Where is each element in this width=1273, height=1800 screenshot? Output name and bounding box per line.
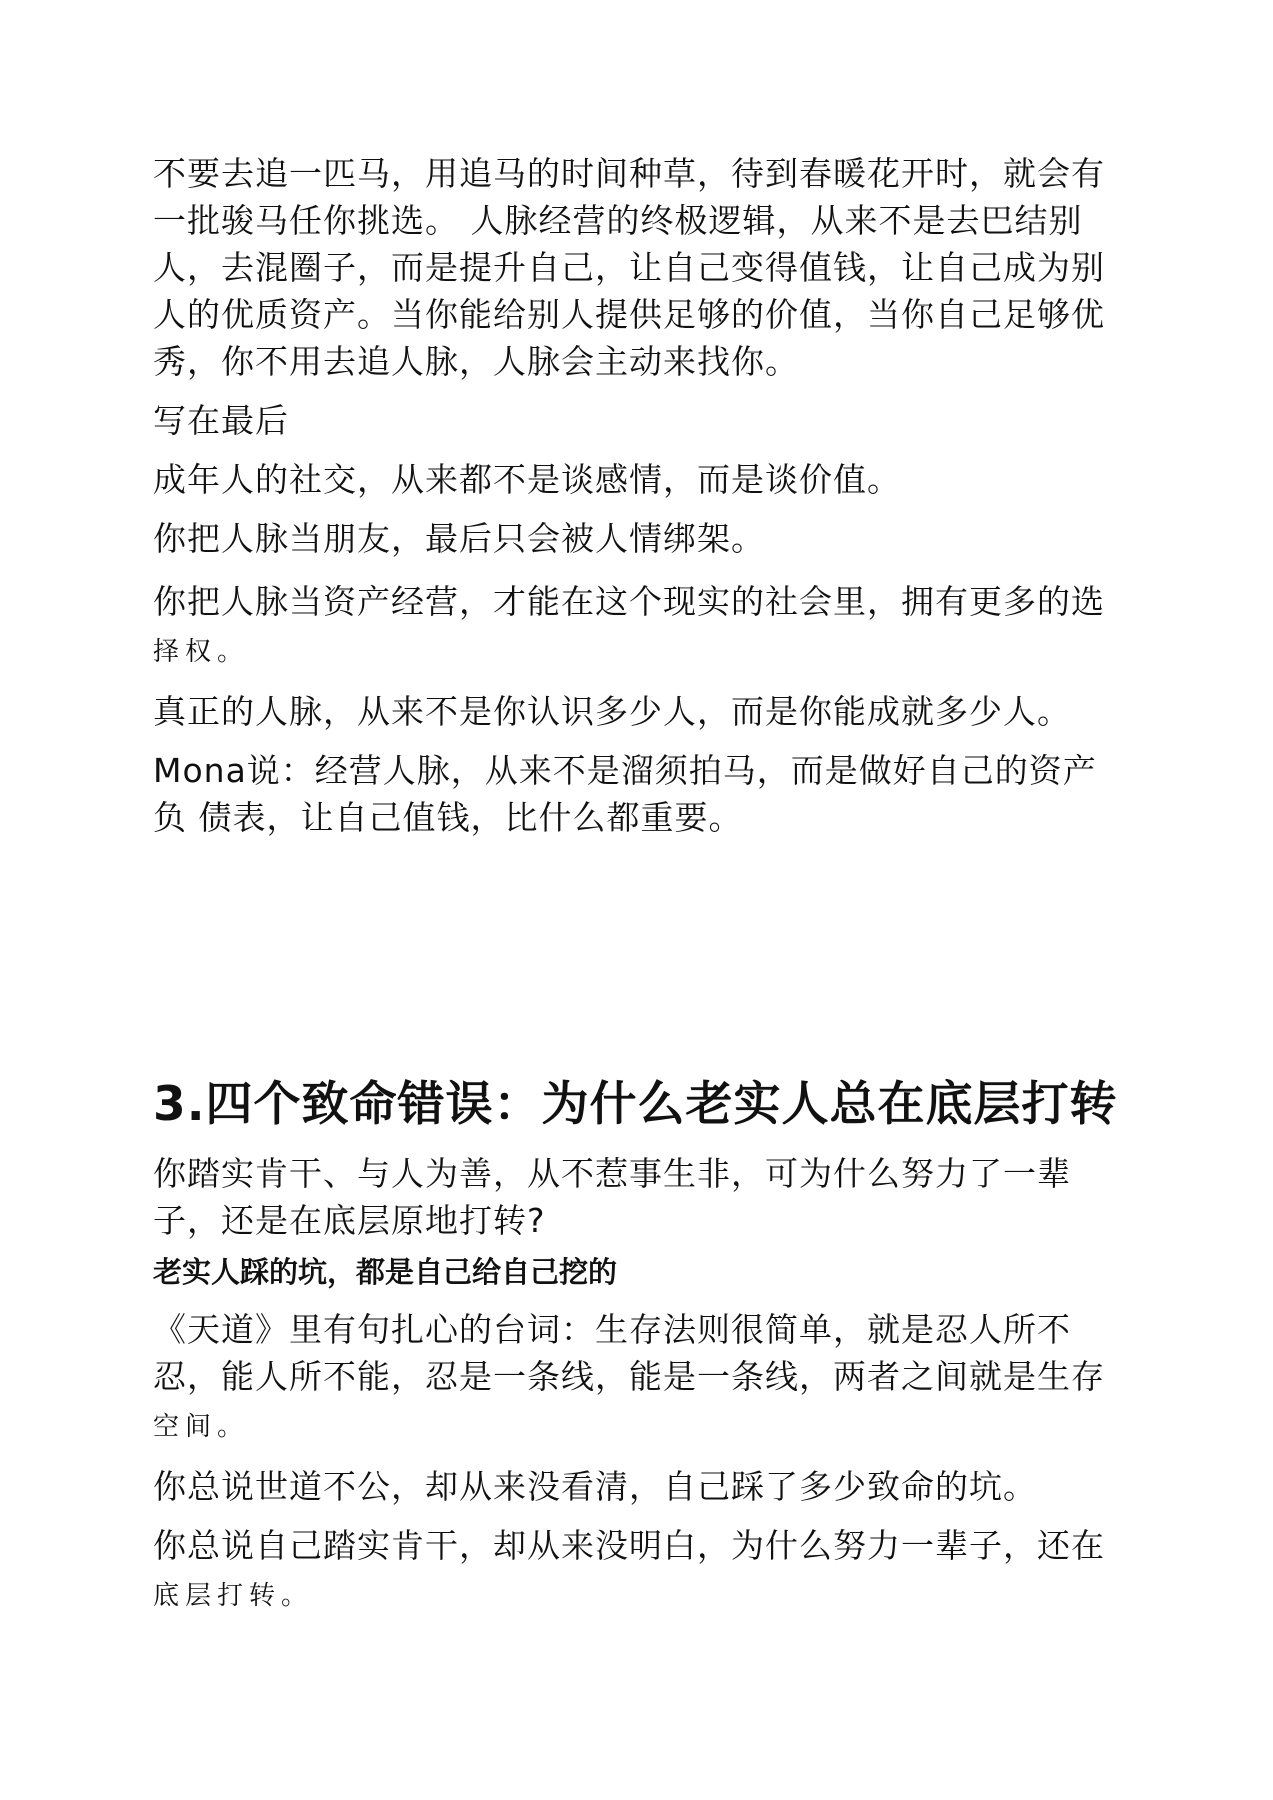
paragraph-network-assets-tail: 择权。 bbox=[153, 637, 250, 667]
paragraph-network-friends: 你把人脉当朋友，最后只会被人情绑架。 bbox=[153, 519, 765, 558]
previous-section-body bbox=[153, 150, 1113, 841]
section3-body bbox=[153, 1150, 1113, 1620]
paragraph-hardworking-main: 你总说自己踏实肯干，却从来没明白，为什么努力一辈子，还在 bbox=[153, 1526, 1105, 1565]
paragraph-world-unfair: 你总说世道不公，却从来没看清，自己踩了多少致命的坑。 bbox=[153, 1467, 1037, 1506]
section-heading: 3.四个致命错误：为什么老实人总在底层打转 bbox=[153, 1077, 1118, 1132]
paragraph-tiandao-quote-main: 《天道》里有句扎心的台词：生存法则很简单，就是忍人所不忍，能人所不能，忍是一条线，能是一条线，两者之间就是生存 bbox=[153, 1310, 1105, 1396]
paragraph-tiandao-quote bbox=[153, 1306, 1113, 1451]
paragraph-network-assets bbox=[153, 578, 1113, 676]
paragraph-true-network: 真正的人脉，从来不是你认识多少人，而是你能成就多少人。 bbox=[153, 692, 1071, 731]
paragraph-honest-people-question: 你踏实肯干、与人为善，从不惹事生非，可为什么努力了一辈子，还是在底层原地打转? bbox=[153, 1154, 1071, 1240]
subheading-pits: 老实人踩的坑，都是自己给自己挖的 bbox=[153, 1255, 618, 1289]
paragraph-hardworking-tail: 底层打转。 bbox=[153, 1581, 314, 1611]
paragraph-network-assets-main: 你把人脉当资产经营，才能在这个现实的社会里，拥有更多的选 bbox=[153, 582, 1105, 621]
paragraph-horse-metaphor: 不要去追一匹马，用追马的时间种草，待到春暖花开时，就会有一批骏马任你挑选。 人脉经营的终极逻辑，从来不是去巴结别人，去混圈子，而是提升自己，让自己变得值钱，让自己成为别人的优质资产。当你能给别人提供足够的价值，当你自己足够优秀，你不用去追人脉，人脉会主动来找你。 bbox=[153, 154, 1105, 381]
paragraph-closing-title: 写在最后 bbox=[153, 401, 289, 440]
paragraph-tiandao-quote-tail: 空间。 bbox=[153, 1412, 250, 1442]
paragraph-mona-says: Mona说：经营人脉，从来不是溜须拍马，而是做好自己的资产负 债表，让自己值钱，比什么都重要。 bbox=[153, 751, 1097, 837]
paragraph-adult-social: 成年人的社交，从来都不是谈感情，而是谈价值。 bbox=[153, 460, 901, 499]
paragraph-hardworking bbox=[153, 1522, 1113, 1620]
